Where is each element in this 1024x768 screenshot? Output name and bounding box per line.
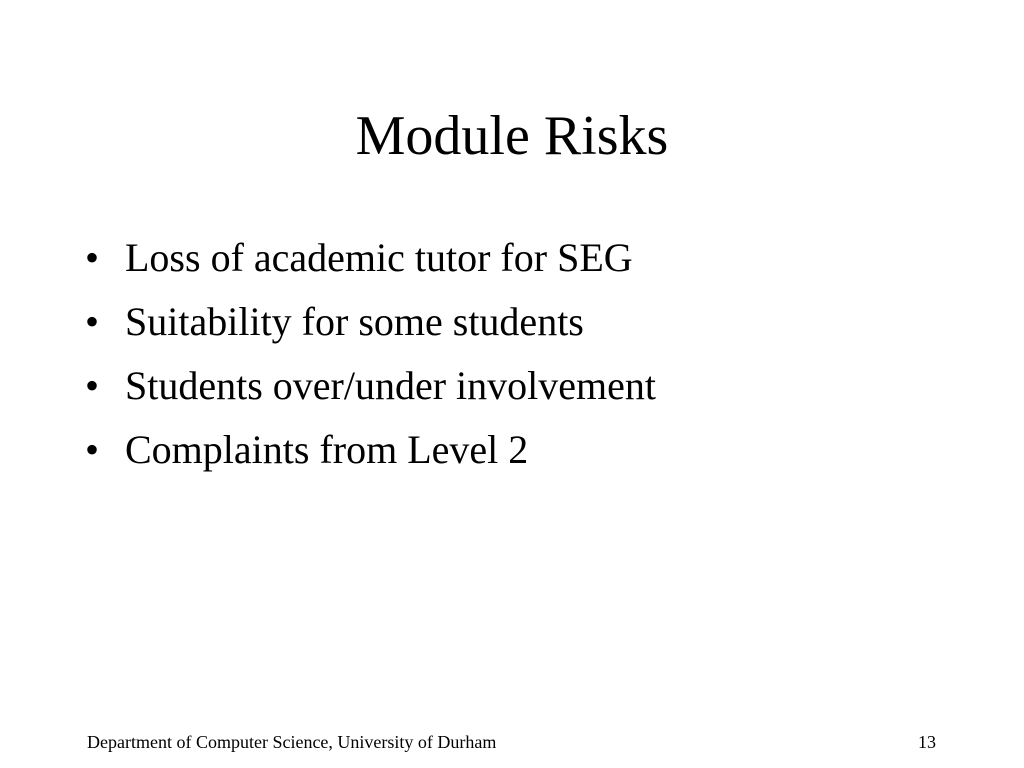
bullet-marker-icon: •: [85, 299, 100, 344]
bullet-item: [85, 418, 965, 482]
bullet-text: Complaints from Level 2: [125, 427, 529, 472]
bullet-marker-icon: •: [85, 427, 100, 472]
footer-department: Department of Computer Science, University of Durham: [87, 732, 497, 752]
bullet-item: [85, 226, 965, 290]
bullet-text: Students over/under involvement: [125, 363, 657, 408]
footer-page-number: 13: [918, 732, 936, 752]
bullet-item: [85, 354, 965, 418]
bullet-marker-icon: •: [85, 363, 100, 408]
bullet-marker-icon: •: [85, 235, 100, 280]
bullet-item: [85, 290, 965, 354]
bullet-text: Suitability for some students: [125, 299, 584, 344]
bullet-list: [85, 226, 965, 482]
bullet-text: Loss of academic tutor for SEG: [125, 235, 633, 280]
slide-title: Module Risks: [355, 105, 669, 167]
